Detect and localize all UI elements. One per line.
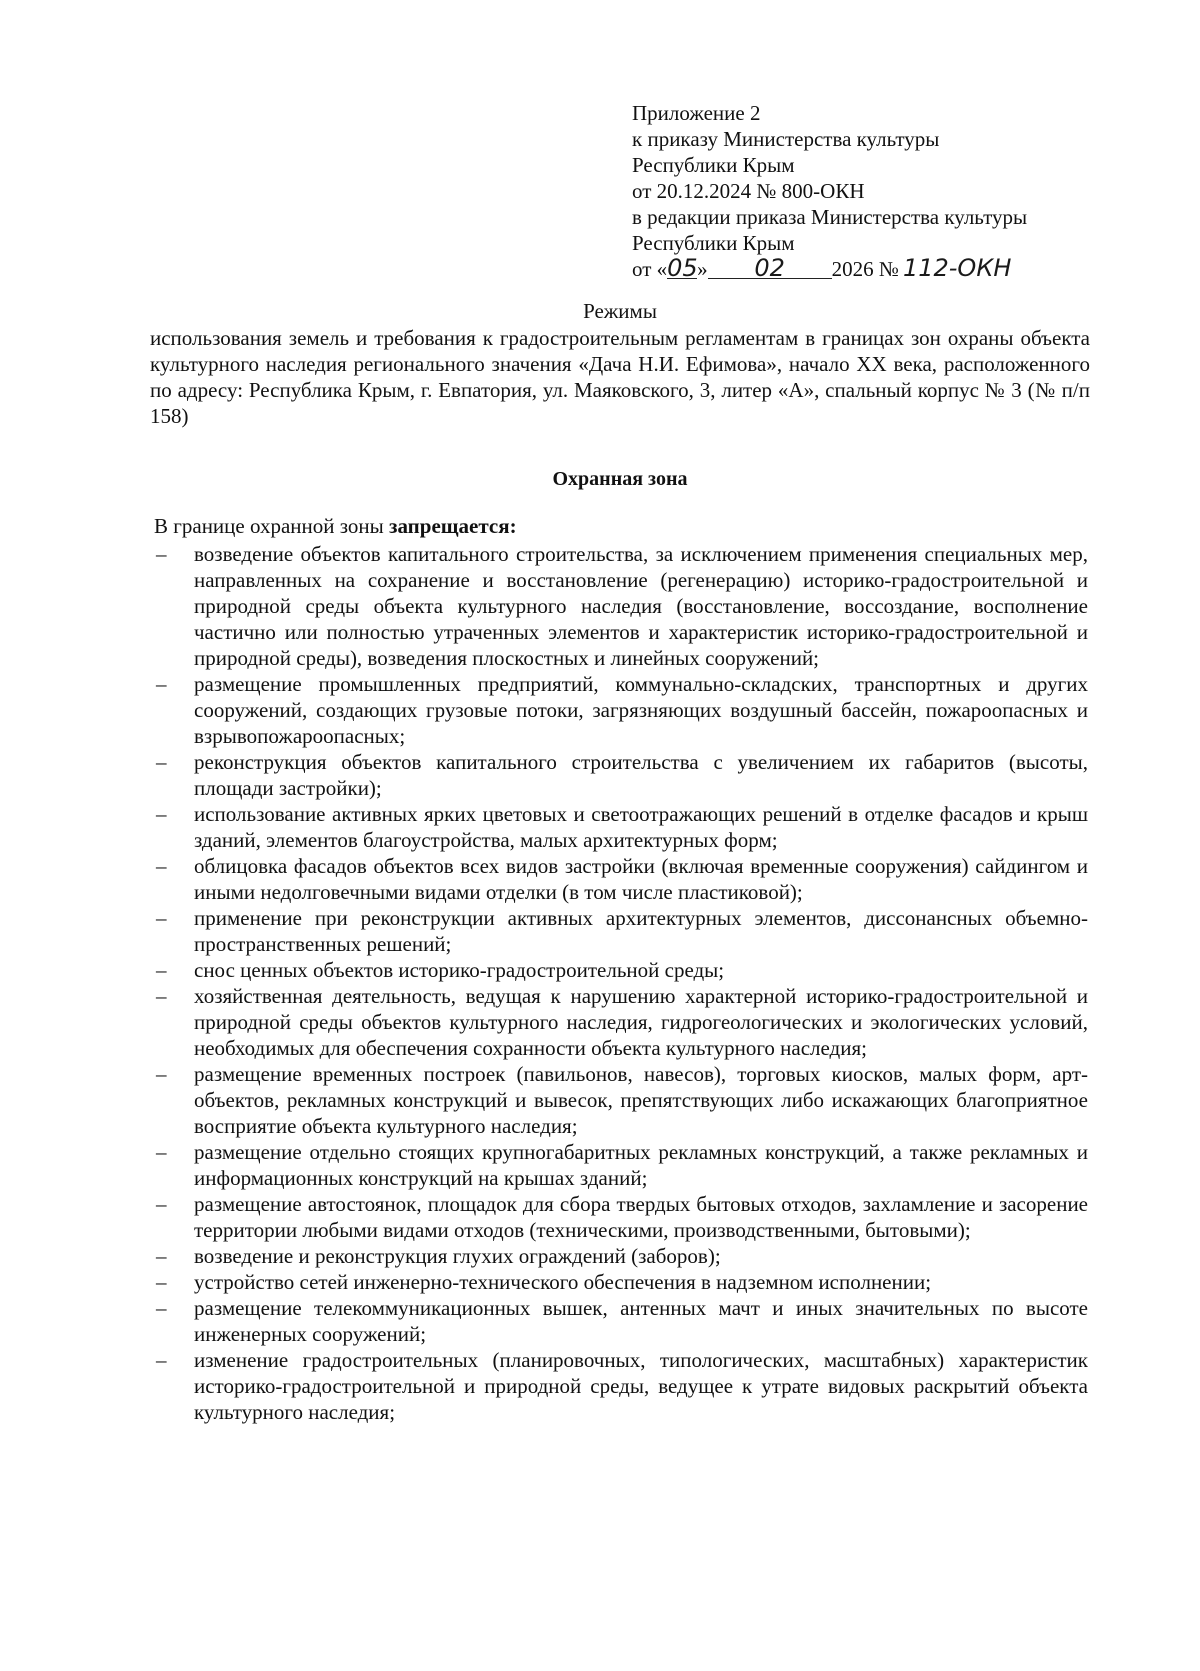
list-item-text: снос ценных объектов историко-градостроительной среды; bbox=[194, 958, 725, 982]
date-year: 2026 № bbox=[831, 257, 899, 281]
list-item-text: размещение временных построек (павильонов, навесов), торговых киосков, малых форм, арт-объектов, рекламных конструкций и вывесок, препятствующих либо искажающих благоприятное восприятие объекта культурного наследия; bbox=[194, 1062, 1088, 1138]
list-item bbox=[154, 1347, 1088, 1425]
handwritten-month: 02 bbox=[708, 258, 832, 279]
list-item-text: облицовка фасадов объектов всех видов застройки (включая временные сооружения) сайдингом и иными недолговечными видами отделки (в том числе пластиковой); bbox=[194, 854, 1088, 904]
dash-bullet: – bbox=[156, 1296, 167, 1320]
list-item-text: использование активных ярких цветовых и светоотражающих решений в отделке фасадов и крыш зданий, элементов благоустройства, малых архитектурных форм; bbox=[194, 802, 1088, 852]
dash-bullet: – bbox=[156, 958, 167, 982]
list-item bbox=[154, 671, 1088, 749]
dash-bullet: – bbox=[156, 542, 167, 566]
list-item bbox=[154, 983, 1088, 1061]
list-item-text: применение при реконструкции активных архитектурных элементов, диссонансных объемно-пространственных решений; bbox=[194, 906, 1088, 956]
list-item-text: размещение автостоянок, площадок для сбора твердых бытовых отходов, захламление и засорение территории любыми видами отходов (техническими, производственными, бытовыми); bbox=[194, 1192, 1088, 1242]
list-item-text: размещение отдельно стоящих крупногабаритных рекламных конструкций, а также рекламных и информационных конструкций на крышах зданий; bbox=[194, 1140, 1088, 1190]
zone-intro bbox=[154, 513, 517, 539]
dash-bullet: – bbox=[156, 750, 167, 774]
list-item bbox=[154, 1191, 1088, 1243]
list-item-text: возведение и реконструкция глухих ограждений (заборов); bbox=[194, 1244, 721, 1268]
appendix-header bbox=[632, 100, 1092, 282]
dash-bullet: – bbox=[156, 802, 167, 826]
document-title bbox=[150, 298, 1090, 429]
appendix-line: к приказу Министерства культуры bbox=[632, 127, 940, 151]
dash-bullet: – bbox=[156, 984, 167, 1008]
title-heading: Режимы bbox=[583, 299, 657, 323]
intro-bold: запрещается: bbox=[389, 514, 517, 538]
dash-bullet: – bbox=[156, 1140, 167, 1164]
list-item-text: изменение градостроительных (планировочных, типологических, масштабных) характеристик историко-градостроительной и природной среды, ведущее к утрате видовых раскрытий объекта культурного наследия; bbox=[194, 1348, 1088, 1424]
list-item bbox=[154, 905, 1088, 957]
dash-bullet: – bbox=[156, 854, 167, 878]
dash-bullet: – bbox=[156, 1062, 167, 1086]
appendix-line: от 20.12.2024 № 800-ОКН bbox=[632, 179, 865, 203]
prohibitions-list bbox=[154, 541, 1088, 1425]
list-item bbox=[154, 1269, 1088, 1295]
list-item bbox=[154, 749, 1088, 801]
list-item bbox=[154, 801, 1088, 853]
list-item bbox=[154, 1243, 1088, 1269]
list-item-text: реконструкция объектов капитального строительства с увеличением их габаритов (высоты, площади застройки); bbox=[194, 750, 1088, 800]
list-item bbox=[154, 1295, 1088, 1347]
dash-bullet: – bbox=[156, 906, 167, 930]
title-text: использования земель и требования к градостроительным регламентам в границах зон охраны объекта культурного наследия регионального значения «Дача Н.И. Ефимова», начало XX века, расположенного по адресу: Республика Крым, г. Евпатория, ул. Маяковского, 3, литер «А», спальный корпус № 3 (№ п/п 158) bbox=[150, 326, 1090, 428]
dash-bullet: – bbox=[156, 672, 167, 696]
list-item-text: возведение объектов капитального строительства, за исключением применения специальных мер, направленных на сохранение и восстановление (регенерацию) историко-градостроительной и природной среды объекта культурного наследия (восстановление, воссоздание, восполнение частично или полностью утраченных элементов и характеристик историко-градостроительной и природной среды), возведения плоскостных и линейных сооружений; bbox=[194, 542, 1088, 670]
list-item bbox=[154, 957, 1088, 983]
list-item bbox=[154, 1061, 1088, 1139]
list-item-text: размещение промышленных предприятий, коммунально-складских, транспортных и других сооружений, создающих грузовые потоки, загрязняющих воздушный бассейн, пожароопасных и взрывопожароопасных; bbox=[194, 672, 1088, 748]
list-item-text: хозяйственная деятельность, ведущая к нарушению характерной историко-градостроительной и природной среды объектов культурного наследия, гидрогеологических и экологических условий, необходимых для обеспечения сохранности объекта культурного наследия; bbox=[194, 984, 1088, 1060]
handwritten-day: 05 bbox=[667, 254, 698, 282]
list-item bbox=[154, 853, 1088, 905]
date-prefix: от « bbox=[632, 257, 668, 281]
dash-bullet: – bbox=[156, 1244, 167, 1268]
dash-bullet: – bbox=[156, 1348, 167, 1372]
dash-bullet: – bbox=[156, 1192, 167, 1216]
dash-bullet: – bbox=[156, 1270, 167, 1294]
appendix-line: Республики Крым bbox=[632, 153, 795, 177]
amendment-date-line bbox=[632, 256, 1092, 282]
list-item-text: размещение телекоммуникационных вышек, антенных мачт и иных значительных по высоте инженерных сооружений; bbox=[194, 1296, 1088, 1346]
appendix-line: Приложение 2 bbox=[632, 101, 761, 125]
date-close: » bbox=[697, 257, 708, 281]
intro-text: В границе охранной зоны bbox=[154, 514, 390, 538]
appendix-line: в редакции приказа Министерства культуры bbox=[632, 205, 1028, 229]
handwritten-order-number: 112-ОКН bbox=[902, 254, 1012, 282]
list-item-text: устройство сетей инженерно-технического обеспечения в надземном исполнении; bbox=[194, 1270, 932, 1294]
zone-heading: Охранная зона bbox=[552, 468, 688, 490]
list-item bbox=[154, 1139, 1088, 1191]
list-item bbox=[154, 541, 1088, 671]
appendix-line: Республики Крым bbox=[632, 231, 795, 255]
